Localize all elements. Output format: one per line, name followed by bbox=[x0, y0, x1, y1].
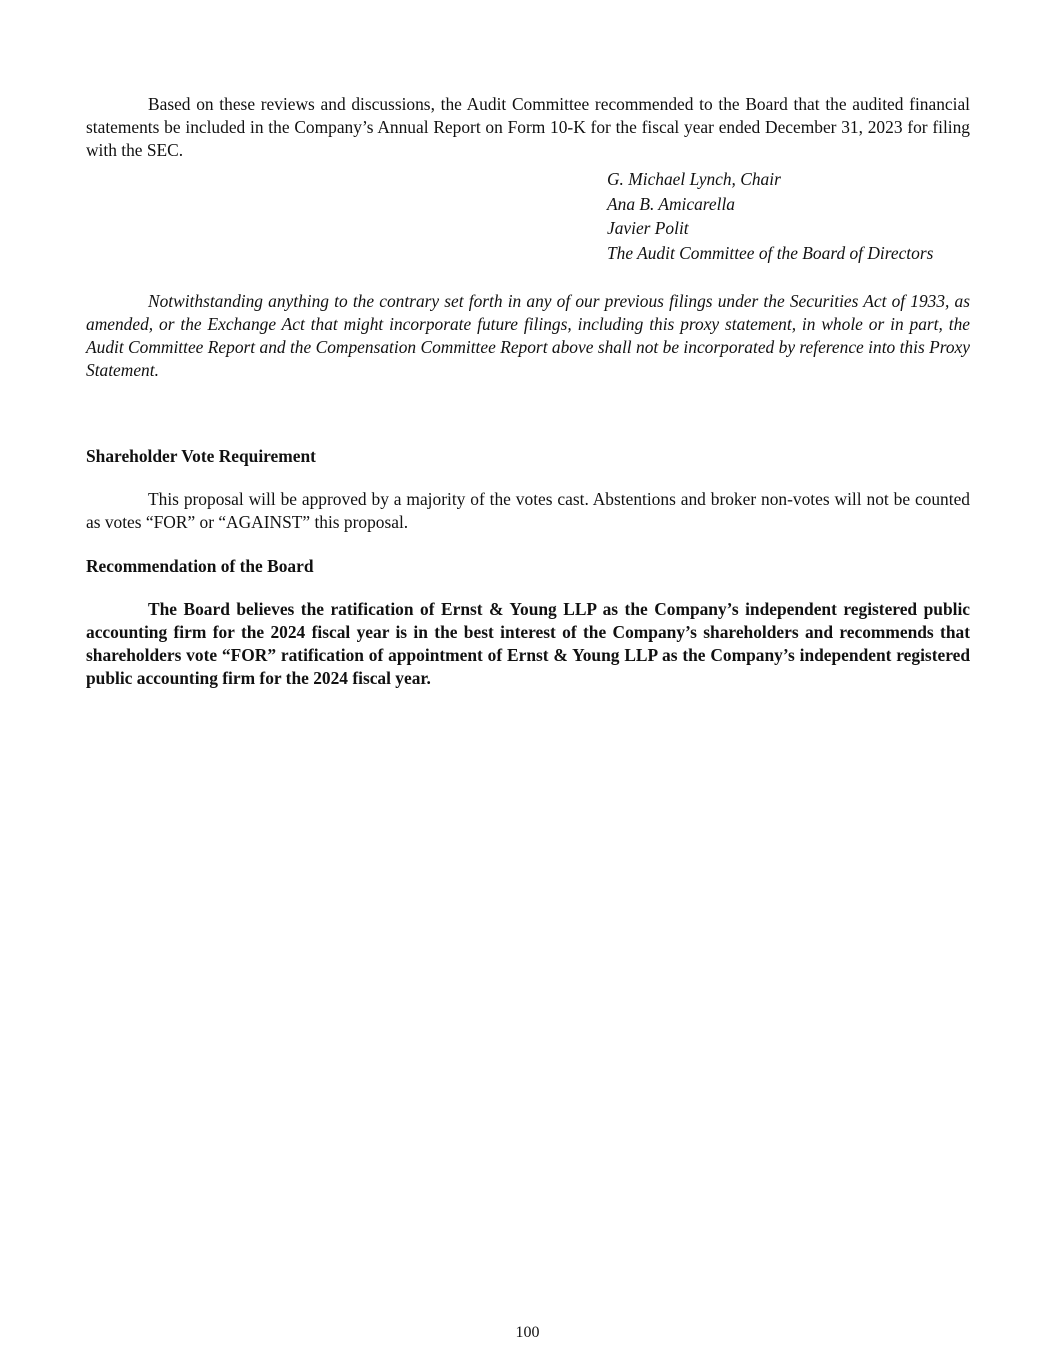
vote-requirement-heading: Shareholder Vote Requirement bbox=[86, 446, 316, 466]
disclaimer-paragraph: Notwithstanding anything to the contrary set forth in any of our previous filings under the Securities Act of 1933, as amended, or the Exchange Act that might incorporate future filings, including this proxy statement, in whole or in part, the Audit Committee Report and the Compensation Committee Report above shall not be incorporated by reference into this Proxy Statement. bbox=[86, 291, 970, 380]
intro-paragraph: Based on these reviews and discussions, the Audit Committee recommended to the Board that the audited financial statements be included in the Company’s Annual Report on Form 10-K for the fiscal year ended December 31, 2023 for filing with the SEC. bbox=[86, 94, 970, 160]
signature-line-member-1: Ana B. Amicarella bbox=[607, 193, 735, 214]
signature-line-committee: The Audit Committee of the Board of Directors bbox=[607, 242, 934, 263]
recommendation-heading: Recommendation of the Board bbox=[86, 556, 314, 576]
vote-requirement-paragraph: This proposal will be approved by a majority of the votes cast. Abstentions and broker non-votes will not be counted as votes “FOR” or “AGAINST” this proposal. bbox=[86, 489, 970, 532]
signature-line-member-2: Javier Polit bbox=[607, 218, 689, 238]
signature-block bbox=[607, 167, 970, 265]
page-number: 100 bbox=[515, 1324, 540, 1341]
document-page bbox=[86, 93, 970, 690]
recommendation-paragraph: The Board believes the ratification of Ernst & Young LLP as the Company’s independent registered public accounting firm for the 2024 fiscal year is in the best interest of the Company’s shareholders and recommends that shareholders vote “FOR” ratification of appointment of Ernst & Young LLP as the Company’s independent registered public accounting firm for the 2024 fiscal year. bbox=[86, 599, 970, 688]
signature-line-chair: G. Michael Lynch, Chair bbox=[607, 169, 781, 189]
